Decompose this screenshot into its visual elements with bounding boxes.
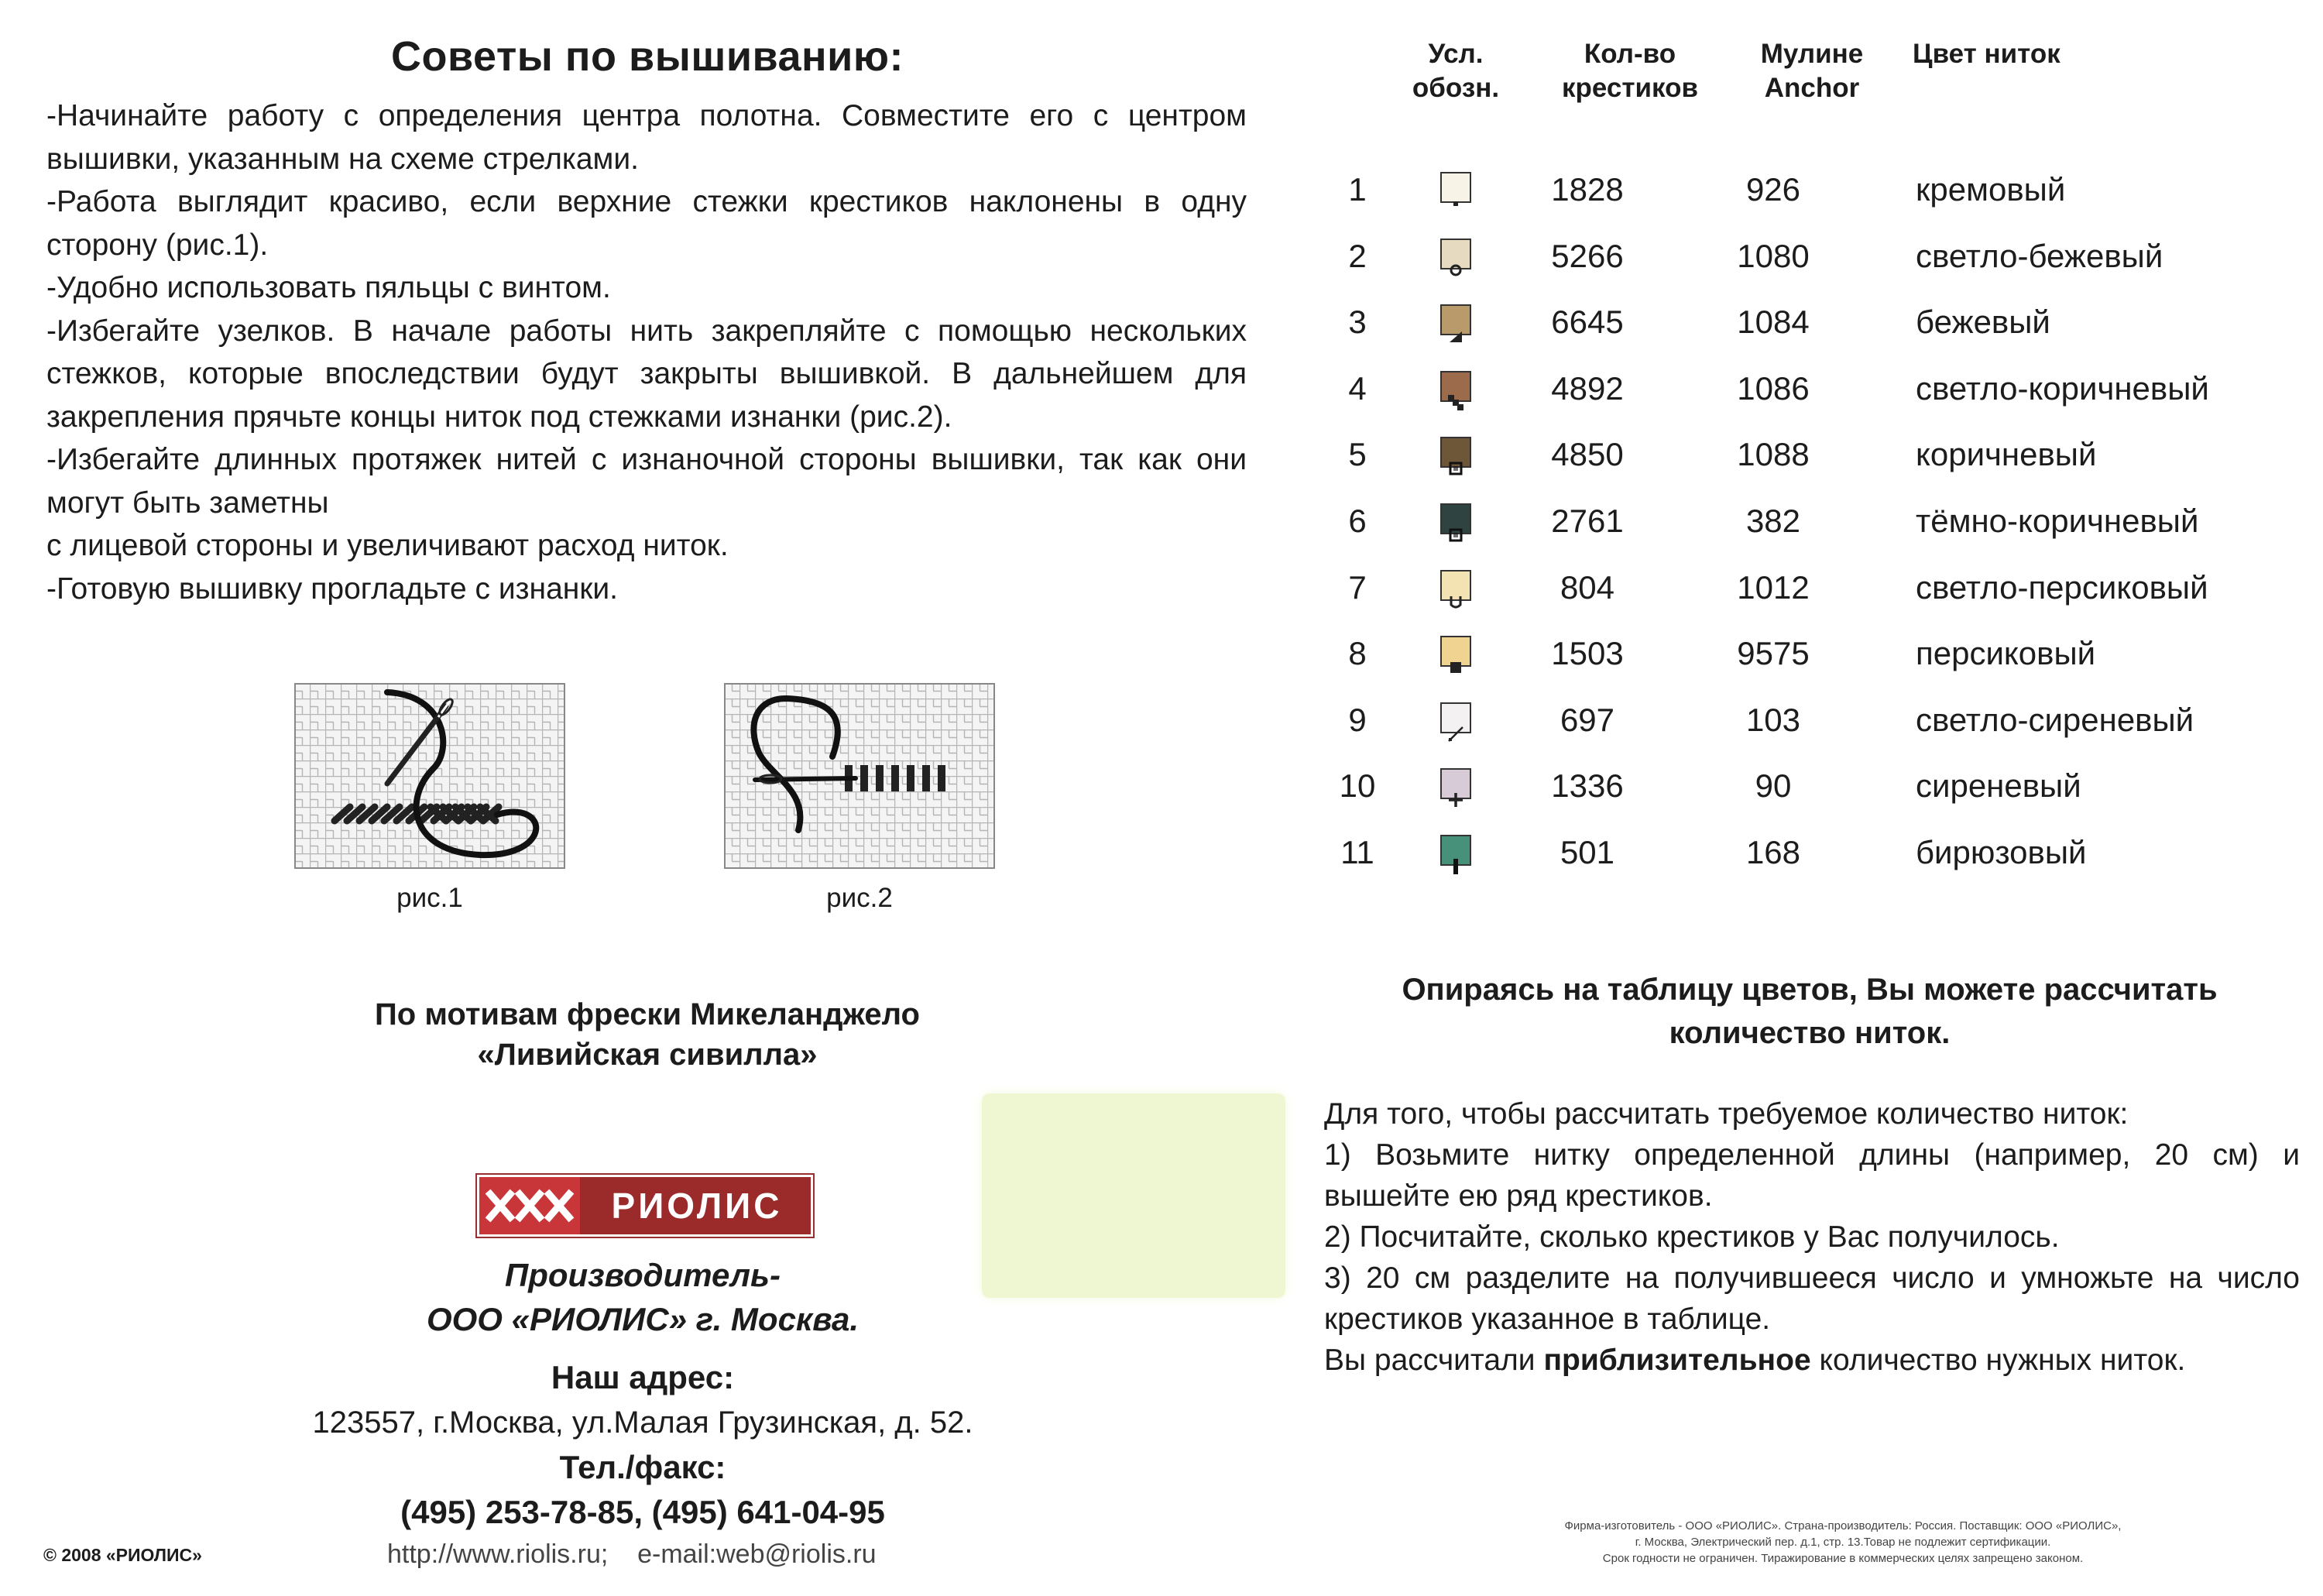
tips-title: Советы по вышиванию: <box>391 33 904 80</box>
anchor-number: 1080 <box>1737 237 1810 274</box>
stitch-count: 1336 <box>1551 767 1624 805</box>
row-number: 1 <box>1348 171 1367 208</box>
stitch-count: 1503 <box>1551 635 1624 672</box>
row-number: 4 <box>1348 369 1367 407</box>
tip-paragraph: с лицевой стороны и увеличивают расход ниток. <box>46 529 729 562</box>
calc-result-prefix: Вы рассчитали <box>1324 1344 1536 1377</box>
anchor-number: 382 <box>1745 503 1801 539</box>
color-swatch-icon <box>1440 570 1471 601</box>
thread-color-name: персиковый <box>1916 635 2096 672</box>
color-swatch-icon <box>1440 835 1471 866</box>
contact-block <box>178 1355 1107 1535</box>
maker-label: Производитель- <box>505 1257 781 1293</box>
header-symbol: Усл. обозн. <box>1412 39 1500 103</box>
anchor-number: 1088 <box>1737 436 1810 473</box>
row-number: 10 <box>1339 767 1376 805</box>
motif-title: «Ливийская сивилла» <box>477 1038 818 1072</box>
thread-color-name: коричневый <box>1916 436 2097 473</box>
color-swatch-icon <box>1440 437 1471 468</box>
stitch-count: 6645 <box>1551 304 1624 341</box>
row-number: 7 <box>1348 568 1367 606</box>
color-swatch-icon <box>1440 304 1471 335</box>
calc-result-line <box>1324 1340 2300 1381</box>
header-mouline: Мулине Anchor <box>1760 39 1864 103</box>
row-number: 5 <box>1348 436 1367 473</box>
anchor-number: 1012 <box>1737 568 1810 606</box>
row-number: 8 <box>1348 635 1367 672</box>
thread-color-name: сиреневый <box>1916 767 2081 805</box>
calc-result-suffix: количество нужных ниток. <box>1819 1344 2186 1377</box>
thread-color-name: бежевый <box>1916 304 2050 341</box>
figure-1-caption: рис.1 <box>396 883 463 913</box>
stitch-count: 804 <box>1560 568 1615 606</box>
fine-print-line: Срок годности не ограничен. Тиражирование в коммерческих целях запрещено законом. <box>1602 1552 2084 1565</box>
row-number: 9 <box>1348 701 1367 738</box>
figure-2-thread-anchoring-diagram <box>724 683 995 869</box>
tip-paragraph: -Работа выглядит красиво, если верхние стежки крестиков наклонены в одну сторону (рис.1). <box>46 185 1247 262</box>
calc-result-bold: приблизительное <box>1543 1344 1811 1377</box>
thread-color-name: светло-сиреневый <box>1916 701 2194 738</box>
anchor-number: 926 <box>1745 171 1801 208</box>
calc-line: 2) Посчитайте, сколько крестиков у Вас получилось. <box>1324 1220 2060 1254</box>
row-number: 2 <box>1348 237 1367 274</box>
tip-paragraph: -Удобно использовать пяльцы с винтом. <box>46 271 611 304</box>
calc-line: Для того, чтобы рассчитать требуемое количество ниток: <box>1324 1097 2129 1131</box>
anchor-number: 1084 <box>1737 304 1810 341</box>
stitch-count: 4892 <box>1551 369 1624 407</box>
thread-color-name: светло-бежевый <box>1916 237 2163 274</box>
row-number: 6 <box>1348 503 1367 539</box>
color-swatch-icon <box>1440 172 1471 203</box>
address-text: 123557, г.Москва, ул.Малая Грузинская, д. 52. <box>312 1406 973 1440</box>
stitch-count: 501 <box>1560 834 1615 870</box>
stitch-count: 1828 <box>1551 171 1624 208</box>
maker-name: ООО «РИОЛИС» г. Москва. <box>426 1301 860 1337</box>
thread-color-name: бирюзовый <box>1916 834 2087 870</box>
phone-numbers: (495) 253-78-85, (495) 641-04-95 <box>400 1494 885 1530</box>
tips-text <box>46 94 1247 610</box>
color-swatch-icon <box>1440 636 1471 667</box>
color-swatch-icon <box>1440 503 1471 534</box>
copyright: © 2008 «РИОЛИС» <box>43 1545 202 1565</box>
thread-row <box>1316 687 2323 753</box>
motif-caption <box>0 994 1295 1075</box>
stitch-count: 5266 <box>1551 237 1624 274</box>
fine-print-line: Фирма-изготовитель - ООО «РИОЛИС». Страна-производитель: Россия. Поставщик: ООО «РИОЛИС», <box>1564 1519 2122 1533</box>
header-count: Кол-во крестиков <box>1562 39 1698 103</box>
thread-row <box>1316 554 2323 621</box>
thread-row <box>1316 421 2323 488</box>
calc-title <box>1326 968 2294 1055</box>
fine-print-line: г. Москва, Электрический пер. д.1, стр. 13.Товар не подлежит сертификации. <box>1635 1536 2051 1549</box>
calc-line: 1) Возьмите нитку определенной длины (например, 20 см) и вышейте ею ряд крестиков. <box>1324 1138 2300 1213</box>
logo-wordmark: РИОЛИС <box>611 1186 783 1226</box>
anchor-number: 1086 <box>1737 369 1810 407</box>
thread-row <box>1316 223 2323 290</box>
thread-color-name: тёмно-коричневый <box>1916 503 2199 539</box>
thread-row <box>1316 355 2323 422</box>
thread-row <box>1316 620 2323 687</box>
manufacturer <box>256 1253 1030 1341</box>
website-email[interactable]: http://www.riolis.ru; e-mail:web@riolis.ru <box>387 1539 877 1569</box>
color-swatch-icon <box>1440 371 1471 402</box>
stitch-count: 4850 <box>1551 436 1624 473</box>
color-swatch-icon <box>1440 768 1471 799</box>
thread-row <box>1316 819 2323 886</box>
tip-paragraph: -Начинайте работу с определения центра полотна. Совместите его с центром вышивки, указанным на схеме стрелками. <box>46 99 1247 176</box>
anchor-number: 103 <box>1745 701 1801 738</box>
thread-row <box>1316 289 2323 355</box>
row-number: 3 <box>1348 304 1367 341</box>
calc-instructions <box>1324 1093 2300 1381</box>
tip-paragraph: -Избегайте длинных протяжек нитей с изнаночной стороны вышивки, так как они могут быть заметны <box>46 443 1247 520</box>
stitch-count: 2761 <box>1551 503 1624 539</box>
address-label: Наш адрес: <box>551 1359 735 1395</box>
anchor-number: 9575 <box>1737 635 1810 672</box>
phone-label: Тел./факс: <box>559 1449 726 1485</box>
thread-row <box>1316 156 2323 223</box>
fine-print <box>1456 1518 2230 1567</box>
thread-color-name: кремовый <box>1916 171 2066 208</box>
thread-color-name: светло-коричневый <box>1916 369 2209 407</box>
calc-line: 3) 20 см разделите на получившееся число и умножьте на число крестиков указанное в таблице. <box>1324 1261 2300 1336</box>
thread-row <box>1316 488 2323 554</box>
stitch-count: 697 <box>1560 701 1615 738</box>
figure-1-cross-stitch-diagram <box>294 683 565 869</box>
tip-paragraph: -Избегайте узелков. В начале работы нить закрепляйте с помощью нескольких стежков, которые впоследствии будут закрыты вышивкой. В дальнейшем для закрепления прячьте концы ниток под стежками изнанки (рис.2). <box>46 314 1247 434</box>
calc-title-line: количество ниток. <box>1669 1016 1951 1050</box>
logo-mark-icon <box>479 1177 580 1234</box>
tip-paragraph: -Готовую вышивку прогладьте с изнанки. <box>46 571 619 606</box>
calc-title-line: Опираясь на таблицу цветов, Вы можете рассчитать <box>1402 973 2218 1007</box>
motif-line: По мотивам фрески Микеланджело <box>375 997 920 1031</box>
anchor-number: 168 <box>1745 834 1801 870</box>
sticker-placeholder <box>982 1093 1285 1298</box>
thread-row <box>1316 753 2323 819</box>
row-number: 11 <box>1340 834 1374 870</box>
color-swatch-icon <box>1440 239 1471 269</box>
anchor-number: 90 <box>1755 767 1792 805</box>
color-swatch-icon <box>1440 702 1471 733</box>
figure-2-caption: рис.2 <box>826 883 893 913</box>
riolis-logo <box>477 1175 813 1237</box>
thread-color-name: светло-персиковый <box>1916 568 2208 606</box>
header-color: Цвет ниток <box>1913 39 2061 69</box>
